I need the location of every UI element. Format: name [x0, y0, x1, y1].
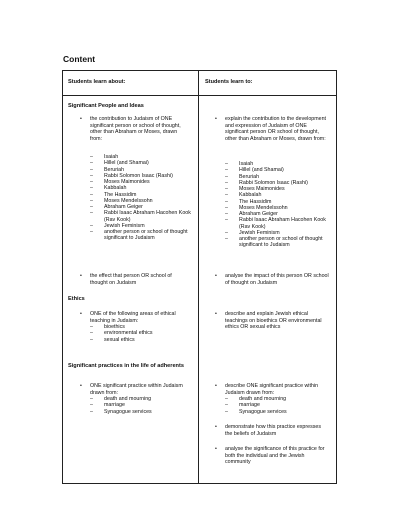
right-column-header: Students learn to:	[205, 79, 253, 85]
list-item-text: Rabbi Solomon Isaac (Rashi)	[104, 172, 173, 179]
list-item-text: death and mourning	[239, 396, 287, 402]
list-item-text: Jewish Feminism	[104, 222, 145, 229]
dash-icon: –	[225, 217, 228, 224]
ethics-list	[90, 324, 190, 343]
describe-ethics-outcome: describe and explain Jewish ethical teachings on bioethics OR environmental ethics OR sexual ethics	[225, 311, 322, 331]
people-list-item	[225, 217, 335, 230]
list-item-text: Isaiah	[239, 161, 254, 167]
list-item-text: Kabbalah	[239, 192, 262, 199]
list-item-text: Beruriah	[104, 166, 125, 173]
people-list-item	[90, 229, 195, 242]
people-intro: the contribution to Judaism of ONE significant person or school of thought, other than Abraham or Moses, drawn from:	[90, 116, 181, 143]
bullet-icon: •	[80, 116, 82, 122]
dash-icon: –	[90, 166, 93, 173]
people-list-item	[225, 236, 335, 249]
bullet-icon: •	[80, 273, 82, 279]
practice-intro: ONE significant practice within Judaism drawn from:	[90, 383, 183, 396]
section-heading-practices: Significant practices in the life of adherents	[68, 363, 184, 369]
left-column-header: Students learn about:	[68, 79, 126, 85]
dash-icon: –	[225, 408, 228, 415]
list-item-text: death and mourning	[104, 396, 152, 402]
header-divider	[63, 95, 336, 96]
content-table	[62, 70, 337, 484]
dash-icon: –	[225, 161, 228, 167]
list-item-text: Hillel (and Shamai)	[239, 167, 284, 174]
bullet-icon: •	[80, 383, 82, 389]
analyse-significance-outcome: analyse the significance of this practice for both the individual and the Jewish community	[225, 446, 325, 466]
list-item-text: Moses Maimonides	[104, 179, 150, 185]
page-heading: Content	[63, 54, 96, 64]
list-item-text: bioethics	[104, 324, 125, 330]
dash-icon: –	[90, 179, 93, 185]
list-item-text: Moses Mendelssohn	[239, 204, 288, 211]
list-item-text: Moses Maimonides	[239, 186, 285, 192]
effect-item: the effect that person OR school of thought on Judaism	[90, 273, 172, 286]
list-item-text: sexual ethics	[104, 336, 135, 343]
dash-icon: –	[225, 186, 228, 192]
dash-icon: –	[90, 172, 93, 179]
list-item-text: Moses Mendelssohn	[104, 197, 153, 204]
dash-icon: –	[225, 396, 228, 402]
people-list-left	[90, 154, 195, 242]
list-item-text: marriage	[239, 402, 260, 409]
list-item-text: The Hassidim	[104, 191, 137, 198]
bullet-icon: •	[80, 311, 82, 317]
list-item-text: Abraham Geiger	[104, 204, 143, 210]
list-item-text: Synagogue services	[104, 408, 152, 415]
dash-icon: –	[90, 160, 93, 167]
dash-icon: –	[90, 185, 93, 192]
dash-icon: –	[225, 179, 228, 186]
practice-list-item	[90, 409, 190, 415]
dash-icon: –	[225, 211, 228, 217]
list-item-text: another person or school of thought significant to Judaism	[104, 229, 188, 242]
dash-icon: –	[90, 191, 93, 198]
list-item-text: environmental ethics	[104, 330, 153, 337]
describe-practice-outcome: describe ONE significant practice within Judaism drawn from:	[225, 383, 319, 396]
analyse-impact-outcome: analyse the impact of this person OR school of thought on Judaism	[225, 273, 329, 286]
dash-icon: –	[90, 336, 93, 343]
bullet-icon: •	[215, 311, 217, 317]
bullet-icon: •	[215, 424, 217, 430]
dash-icon: –	[225, 198, 228, 205]
dash-icon: –	[225, 236, 228, 242]
list-item-text: Rabbi Isaac Abraham Hacohen Kook (Rav Kook)	[239, 217, 326, 230]
dash-icon: –	[90, 204, 93, 210]
list-item-text: marriage	[104, 402, 125, 409]
practice-list-right	[225, 396, 325, 415]
column-divider	[198, 71, 199, 483]
section-heading-people: Significant People and Ideas	[68, 103, 144, 109]
dash-icon: –	[90, 154, 93, 160]
dash-icon: –	[225, 204, 228, 211]
dash-icon: –	[90, 222, 93, 229]
list-item-text: Rabbi Isaac Abraham Hacohen Kook (Rav Kook)	[104, 210, 191, 223]
practice-list-left	[90, 396, 190, 415]
dash-icon: –	[225, 167, 228, 174]
dash-icon: –	[90, 402, 93, 409]
bullet-icon: •	[215, 446, 217, 452]
list-item-text: Rabbi Solomon Isaac (Rashi)	[239, 179, 308, 186]
dash-icon: –	[90, 324, 93, 330]
dash-icon: –	[225, 192, 228, 199]
list-item-text: another person or school of thought significant to Judaism	[239, 236, 323, 249]
dash-icon: –	[90, 330, 93, 337]
people-list-item	[90, 210, 195, 223]
bullet-icon: •	[215, 116, 217, 122]
ethics-intro: ONE of the following areas of ethical teaching in Judaism:	[90, 311, 176, 324]
bullet-icon: •	[215, 273, 217, 279]
explain-outcome: explain the contribution to the development and expression of Judaism of ONE significant person OR school of thought, other than Abraham or Moses, drawn from:	[225, 116, 327, 143]
dash-icon: –	[225, 173, 228, 180]
ethics-list-item	[90, 337, 190, 343]
dash-icon: –	[90, 197, 93, 204]
dash-icon: –	[90, 408, 93, 415]
list-item-text: Synagogue services	[239, 408, 287, 415]
dash-icon: –	[90, 229, 93, 235]
list-item-text: The Hassidim	[239, 198, 272, 205]
list-item-text: Jewish Feminism	[239, 229, 280, 236]
list-item-text: Hillel (and Shamai)	[104, 160, 149, 167]
demonstrate-outcome: demonstrate how this practice expresses the beliefs of Judaism	[225, 424, 321, 437]
list-item-text: Kabbalah	[104, 185, 127, 192]
practice-list-item	[225, 409, 325, 415]
list-item-text: Beruriah	[239, 173, 260, 180]
people-list-right	[225, 161, 335, 249]
dash-icon: –	[225, 229, 228, 236]
dash-icon: –	[90, 210, 93, 217]
dash-icon: –	[90, 396, 93, 402]
section-heading-ethics: Ethics	[68, 296, 85, 302]
list-item-text: Abraham Geiger	[239, 211, 278, 217]
bullet-icon: •	[215, 383, 217, 389]
list-item-text: Isaiah	[104, 154, 119, 160]
dash-icon: –	[225, 402, 228, 409]
